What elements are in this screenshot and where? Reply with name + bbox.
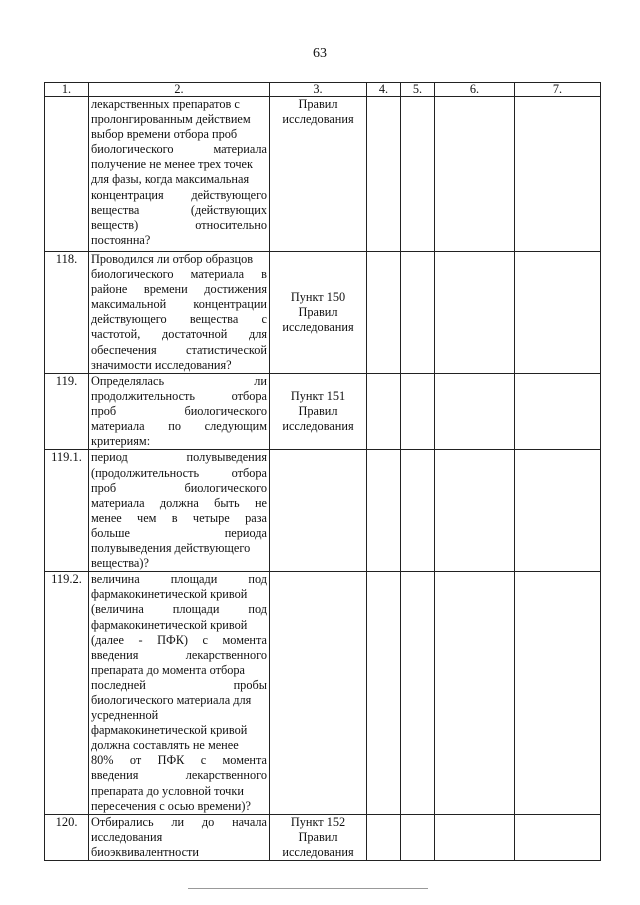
answer-cell-na[interactable] [435,252,515,374]
item-number [45,97,89,252]
answer-cell-no[interactable] [401,814,435,860]
answer-cell-yes[interactable] [367,572,401,815]
table-row [45,450,601,572]
answer-cell-yes[interactable] [367,450,401,572]
requirement-reference: Пункт 152 Правил исследования [270,814,367,860]
notes-cell[interactable] [515,374,601,450]
question-text: величина площади под фармакокинетической кривой (величина площади под фармакокинетической кривой (далее - ПФК) с момента введения лекарственного препарата до момента отбора последней пробы биологического материала для усредненной фармакокинетической кривой должна составлять не менее 80% от ПФК с момента введения лекарственного препарата до условной точки пересечения с осью времени)? [89,572,270,815]
question-text: период полувыведения (продолжительность отбора проб биологического материала должна быть не менее чем в четыре раза больше периода полувыведения действующего вещества)? [89,450,270,572]
item-number: 119. [45,374,89,450]
header-col-3: 3. [270,83,367,97]
table-row [45,572,601,815]
header-col-5: 5. [401,83,435,97]
checklist-table [44,82,601,861]
notes-cell[interactable] [515,814,601,860]
item-number: 118. [45,252,89,374]
notes-cell[interactable] [515,450,601,572]
answer-cell-yes[interactable] [367,252,401,374]
header-col-4: 4. [367,83,401,97]
question-text: Отбирались ли до начала исследования биоэквивалентности [89,814,270,860]
item-number: 119.1. [45,450,89,572]
table-header-row [45,83,601,97]
header-col-7: 7. [515,83,601,97]
answer-cell-no[interactable] [401,97,435,252]
answer-cell-yes[interactable] [367,374,401,450]
notes-cell[interactable] [515,572,601,815]
notes-cell[interactable] [515,97,601,252]
requirement-reference [270,572,367,815]
question-text: Определялась ли продолжительность отбора проб биологического материала по следующим критериям: [89,374,270,450]
answer-cell-no[interactable] [401,374,435,450]
answer-cell-na[interactable] [435,374,515,450]
question-text: лекарственных препаратов с пролонгированным действием выбор времени отбора проб биологического материала получение не менее трех точек для фазы, когда максимальная концентрация действующего вещества (действующих веществ) относительно постоянна? [89,97,270,252]
requirement-reference: Правил исследования [270,97,367,252]
header-col-2: 2. [89,83,270,97]
table-row [45,252,601,374]
item-number: 120. [45,814,89,860]
item-number: 119.2. [45,572,89,815]
header-col-6: 6. [435,83,515,97]
table-row [45,97,601,252]
table-row [45,374,601,450]
requirement-reference: Пункт 150 Правил исследования [270,252,367,374]
answer-cell-na[interactable] [435,572,515,815]
notes-cell[interactable] [515,252,601,374]
question-text: Проводился ли отбор образцов биологического материала в районе времени достижения максимальной концентрации действующего вещества с частотой, достаточной для обеспечения статистической значимости исследования? [89,252,270,374]
answer-cell-no[interactable] [401,572,435,815]
answer-cell-yes[interactable] [367,97,401,252]
answer-cell-no[interactable] [401,450,435,572]
answer-cell-yes[interactable] [367,814,401,860]
page-number: 63 [313,46,327,61]
answer-cell-na[interactable] [435,97,515,252]
answer-cell-na[interactable] [435,450,515,572]
page-bottom-rule [188,888,428,889]
requirement-reference: Пункт 151 Правил исследования [270,374,367,450]
header-col-1: 1. [45,83,89,97]
answer-cell-no[interactable] [401,252,435,374]
requirement-reference [270,450,367,572]
answer-cell-na[interactable] [435,814,515,860]
table-row [45,814,601,860]
